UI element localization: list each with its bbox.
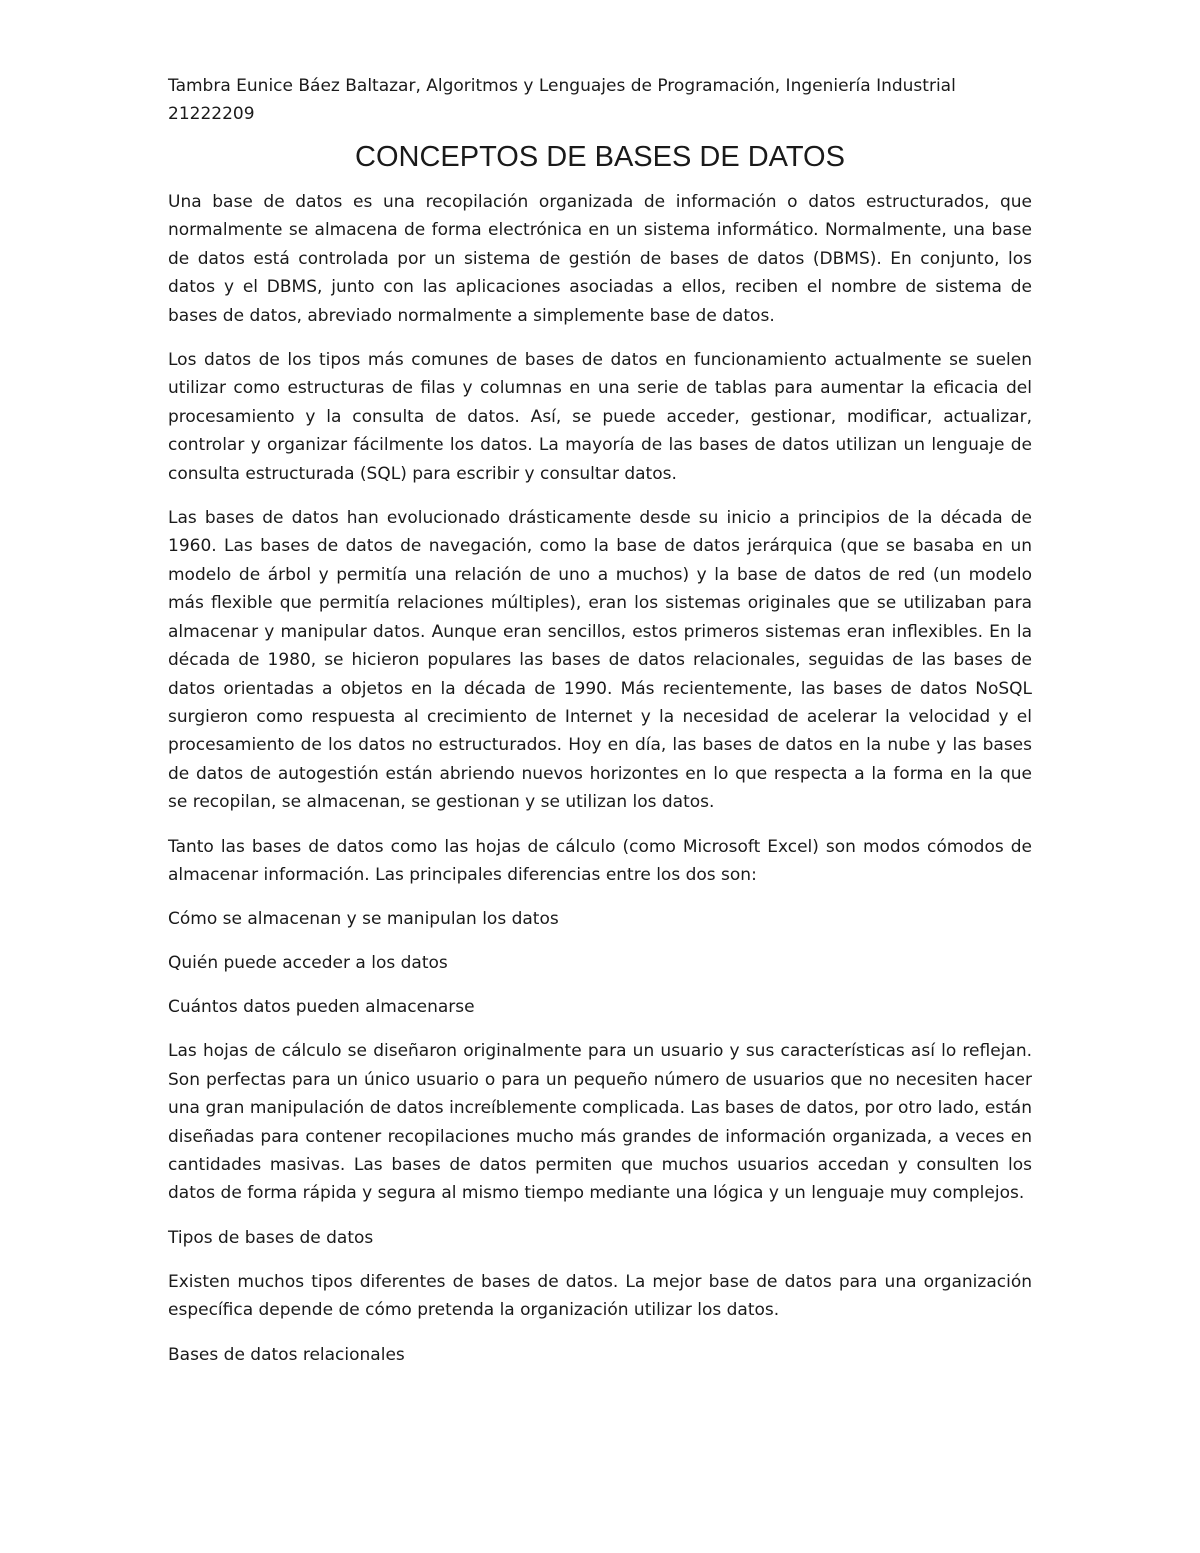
paragraph-structure: Los datos de los tipos más comunes de bases de datos en funcionamiento actualmente se suelen utilizar como estructuras de filas y columnas en una serie de tablas para aumentar la eficacia del procesamiento y la consulta de datos. Así, se puede acceder, gestionar, modificar, actualizar, controlar y organizar fácilmente los datos. La mayoría de las bases de datos utilizan un lenguaje de consulta estructurada (SQL) para escribir y consultar datos. bbox=[168, 350, 1032, 484]
difference-item: Cuántos datos pueden almacenarse bbox=[168, 997, 475, 1018]
section-heading-types: Tipos de bases de datos bbox=[168, 1227, 374, 1248]
section-heading-relational: Bases de datos relacionales bbox=[168, 1344, 405, 1365]
paragraph-history: Las bases de datos han evolucionado drásticamente desde su inicio a principios de la década de 1960. Las bases de datos de navegación, como la base de datos jerárquica (que se basaba en un modelo de árbol y permitía una relación de uno a muchos) y la base de datos de red (un modelo más flexible que permitía relaciones múltiples), eran los sistemas originales que se utilizaban para almacenar y manipular datos. Aunque eran sencillos, estos primeros sistemas eran inflexibles. En la década de 1980, se hicieron populares las bases de datos relacionales, seguidas de las bases de datos orientadas a objetos en la década de 1990. Más recientemente, las bases de datos NoSQL surgieron como respuesta al crecimiento de Internet y la necesidad de acelerar la velocidad y el procesamiento de los datos no estructurados. Hoy en día, las bases de datos en la nube y las bases de datos de autogestión están abriendo nuevos horizontes en lo que respecta a la forma en la que se recopilan, se almacenan, se gestionan y se utilizan los datos. bbox=[168, 508, 1032, 813]
difference-item: Quién puede acceder a los datos bbox=[168, 953, 448, 974]
document-body bbox=[168, 72, 1032, 1385]
document-title: CONCEPTOS DE BASES DE DATOS bbox=[355, 141, 845, 173]
author-header: Tambra Eunice Báez Baltazar, Algoritmos y Lenguajes de Programación, Ingeniería Industrial bbox=[168, 76, 956, 96]
paragraph-types: Existen muchos tipos diferentes de bases de datos. La mejor base de datos para una organización específica depende de cómo pretenda la organización utilizar los datos. bbox=[168, 1271, 1032, 1321]
paragraph-definition: Una base de datos es una recopilación organizada de información o datos estructurados, que normalmente se almacena de forma electrónica en un sistema informático. Normalmente, una base de datos está controlada por un sistema de gestión de bases de datos (DBMS). En conjunto, los datos y el DBMS, junto con las aplicaciones asociadas a ellos, reciben el nombre de sistema de bases de datos, abreviado normalmente a simplemente base de datos. bbox=[168, 192, 1032, 326]
student-id: 21222209 bbox=[168, 104, 255, 124]
paragraph-spreadsheets: Las hojas de cálculo se diseñaron originalmente para un usuario y sus características así lo reflejan. Son perfectas para un único usuario o para un pequeño número de usuarios que no necesiten hacer una gran manipulación de datos increíblemente complicada. Las bases de datos, por otro lado, están diseñadas para contener recopilaciones mucho más grandes de información organizada, a veces en cantidades masivas. Las bases de datos permiten que muchos usuarios accedan y consulten los datos de forma rápida y segura al mismo tiempo mediante una lógica y un lenguaje muy complejos. bbox=[168, 1041, 1032, 1204]
paragraph-spreadsheet-comparison: Tanto las bases de datos como las hojas de cálculo (como Microsoft Excel) son modos cómodos de almacenar información. Las principales diferencias entre los dos son: bbox=[168, 836, 1032, 885]
difference-item: Cómo se almacenan y se manipulan los datos bbox=[168, 909, 559, 930]
